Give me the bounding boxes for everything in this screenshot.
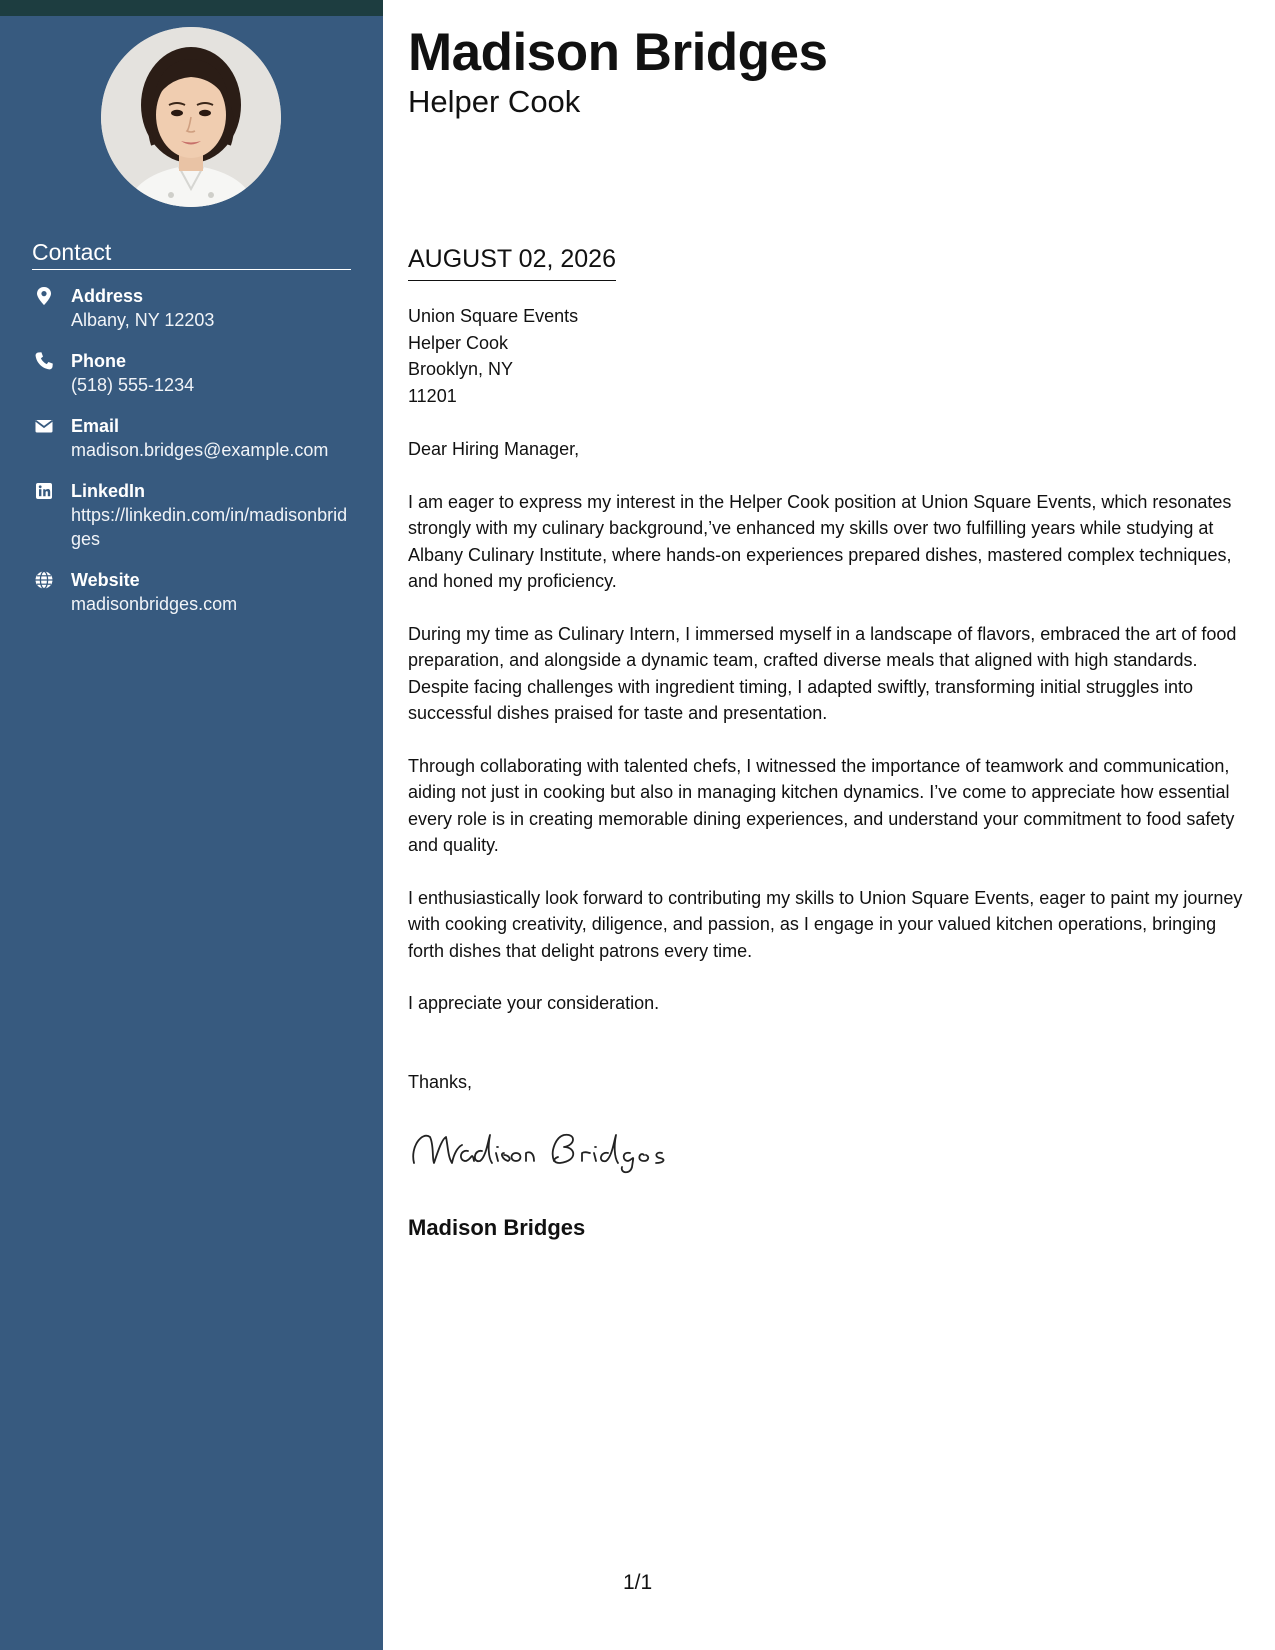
address-value: Albany, NY 12203 [71,310,215,330]
recipient-position: Helper Cook [408,332,509,353]
phone-label: Phone [71,351,127,371]
recipient-city: Brooklyn, NY [408,359,514,379]
linkedin-label: LinkedIn [71,481,146,501]
portrait-illustration [101,27,281,207]
contact-item-linkedin [32,479,352,551]
contact-item-email [32,414,352,462]
contact-list [32,284,352,633]
contact-heading: Contact [32,238,351,270]
globe-icon [34,570,54,590]
letter-date: AUGUST 02, 2026 [408,244,616,281]
website-value[interactable]: madisonbridges.com [71,594,238,614]
sidebar [0,0,383,1650]
contact-item-phone [32,349,352,397]
body-paragraph-4: I enthusiastically look forward to contributing my skills to Union Square Events, eager to paint my journey with cooking creativity, diligence, and passion, as I engage in your valued kitchen operations, bringing forth dishes that delight patrons every time. [408,887,1243,961]
email-value[interactable]: madison.bridges@example.com [71,440,329,460]
phone-value[interactable]: (518) 555-1234 [71,375,195,395]
applicant-name: Madison Bridges [408,23,828,82]
contact-item-website [32,568,352,616]
recipient-company: Union Square Events [408,306,579,326]
linkedin-value[interactable]: https://linkedin.com/in/madisonbridges [71,505,348,549]
phone-icon [34,351,54,371]
recipient-zip: 11201 [408,385,457,406]
recipient-block [408,303,1248,409]
letter-body [408,303,1248,1017]
envelope-icon [34,416,54,436]
website-label: Website [71,570,140,590]
body-paragraph-2: During my time as Culinary Intern, I immersed myself in a landscape of flavors, embraced the art of food preparation, and alongside a dynamic team, crafted diverse meals that aligned with high standards. Despite facing challenges with ingredient timing, I adapted swiftly, transforming initial struggles into successful dishes praised for taste and presentation. [408,623,1237,723]
job-title: Helper Cook [408,84,581,119]
handwritten-signature [408,1123,688,1175]
page-number: 1/1 [623,1571,653,1594]
avatar [101,27,281,207]
sidebar-top-bar [0,0,383,16]
signoff: Thanks, [408,1072,473,1092]
map-pin-icon [34,286,54,306]
email-label: Email [71,416,120,436]
contact-item-address [32,284,352,332]
closing-sentence: I appreciate your consideration. [408,993,660,1013]
signed-name: Madison Bridges [408,1215,586,1240]
salutation: Dear Hiring Manager, [408,439,580,459]
body-paragraph-1: I am eager to express my interest in the Helper Cook position at Union Square Events, which resonates strongly with my culinary background,’ve enhanced my skills over two fulfilling years while studying at Albany Culinary Institute, where hands-on experiences prepared dishes, mastered complex techniques, and honed my proficiency. [408,491,1232,591]
linkedin-icon [34,481,54,501]
address-label: Address [71,286,144,306]
body-paragraph-3: Through collaborating with talented chefs, I witnessed the importance of teamwork and communication, aiding not just in cooking but also in managing kitchen dynamics. I’ve come to appreciate how essential every role is in creating memorable dining experiences, and understand your commitment to food safety and quality. [408,755,1235,855]
